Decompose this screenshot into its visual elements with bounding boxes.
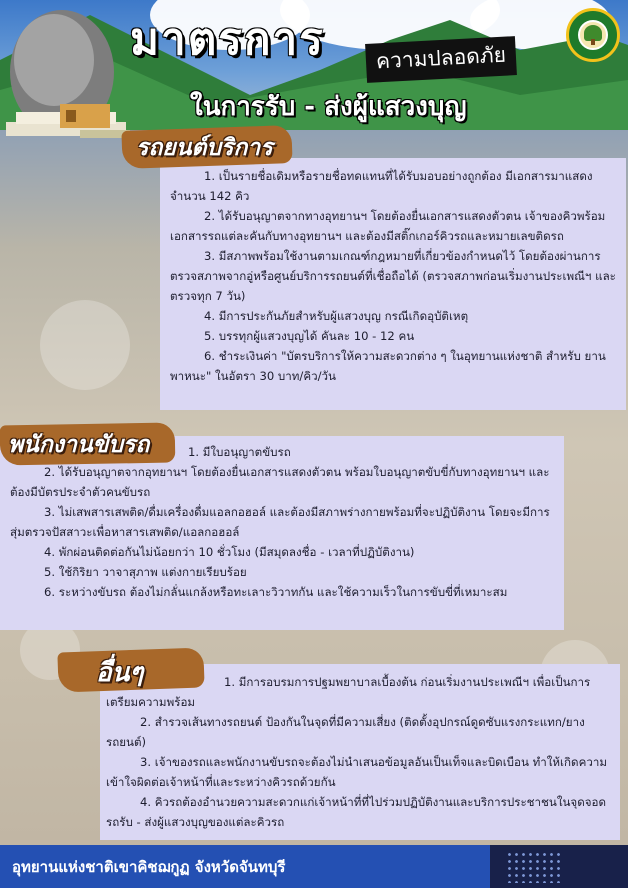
other-panel — [100, 664, 620, 840]
list-item: 6. ระหว่างขับรถ ต้องไม่กลั่นแกล้งหรือทะเลาะวิวาทกัน และใช้ความเร็วในการขับขี่ที่เหมาะสม — [44, 585, 508, 599]
list-item: 1. มีใบอนุญาตขับรถ — [188, 445, 291, 459]
sacred-rock-icon — [0, 0, 140, 170]
sand-texture — [40, 300, 130, 390]
list-item: 2. ได้รับอนุญาตจากทางอุทยานฯ โดยต้องยื่นเอกสารแสดงตัวตน เจ้าของคิวพร้อมเอกสารรถแต่ละคันกับทางอุทยานฯ และต้องมีสติ๊กเกอร์คิวรถและหมายเลขติดรถ — [170, 209, 606, 243]
list-item: 3. มีสภาพพร้อมใช้งานตามเกณฑ์กฎหมายที่เกี่ยวข้องกำหนดไว้ โดยต้องผ่านการตรวจสภาพจากอู่หรือศูนย์บริการรถยนต์ที่เชื่อถือได้ (ตรวจสภาพก่อนเริ่มงานประเพณีฯ และตรวจทุก 7 วัน) — [170, 249, 616, 303]
title-tag: ความปลอดภัย — [365, 36, 517, 83]
tree-trunk — [591, 39, 595, 45]
list-item: 6. ชำระเงินค่า "บัตรบริการให้ความสะดวกต่าง ๆ ในอุทยานแห่งชาติ สำหรับ ยานพาหนะ" ในอัตรา 30 บาท/คิว/วัน — [170, 349, 606, 383]
driver-panel — [0, 436, 564, 630]
dot-pattern — [506, 851, 564, 883]
vehicle-panel — [160, 158, 626, 410]
list-item: 4. มีการประกันภัยสำหรับผู้แสวงบุญ กรณีเกิดอุบัติเหตุ — [204, 309, 469, 323]
list-item: 1. มีการอบรมการปฐมพยาบาลเบื้องต้น ก่อนเริ่มงานประเพณีฯ เพื่อเป็นการเตรียมความพร้อม — [106, 675, 591, 709]
list-item: 3. ไม่เสพสารเสพติด/ดื่มเครื่องดื่มแอลกอฮอล์ และต้องมีสภาพร่างกายพร้อมที่จะปฏิบัติงาน โดยจะมีการสุ่มตรวจปัสสาวะเพื่อหาสารเสพติด/แอลกอฮอล์ — [10, 505, 550, 539]
park-emblem-icon — [566, 8, 620, 62]
list-item: 4. พักผ่อนติดต่อกันไม่น้อยกว่า 10 ชั่วโมง (มีสมุดลงชื่อ - เวลาที่ปฏิบัติงาน) — [44, 545, 415, 559]
list-item: 5. บรรทุกผู้แสวงบุญได้ คันละ 10 - 12 คน — [204, 329, 415, 343]
footer-text: อุทยานแห่งชาติเขาคิชฌกูฏ จังหวัดจันทบุรี — [12, 858, 286, 876]
section-label-vehicle: รถยนต์บริการ — [136, 134, 273, 161]
list-item: 3. เจ้าของรถและพนักงานขับรถจะต้องไม่นำเสนอข้อมูลอันเป็นเท็จและบิดเบือน ทำให้เกิดความเข้าใจผิดต่อเจ้าหน้าที่และระหว่างคิวรถด้วยกัน — [106, 755, 607, 789]
list-item: 5. ใช้กิริยา วาจาสุภาพ แต่งกายเรียบร้อย — [44, 565, 247, 579]
section-label-driver: พนักงานขับรถ — [8, 431, 150, 458]
list-item: 2. สำรวจเส้นทางรถยนต์ ป้องกันในจุดที่มีความเสี่ยง (ติดตั้งอุปกรณ์ดูดซับแรงกระแทก/ยางรถยนต์) — [106, 715, 585, 749]
page-title: มาตรการ — [130, 14, 325, 65]
section-label-other: อื่นๆ — [96, 658, 144, 688]
list-item: 4. คิวรถต้องอำนวยความสะดวกแก่เจ้าหน้าที่ที่ไปร่วมปฏิบัติงานและบริการประชาชนในจุดจอดรถรับ - ส่งผู้แสวงบุญของแต่ละคิวรถ — [106, 795, 607, 829]
list-item: 1. เป็นรายชื่อเดิมหรือรายชื่อทดแทนที่ได้รับมอบอย่างถูกต้อง มีเอกสารมาแสดง จำนวน 142 คิว — [170, 169, 593, 203]
list-item: 2. ได้รับอนุญาตจากอุทยานฯ โดยต้องยื่นเอกสารแสดงตัวตน พร้อมใบอนุญาตขับขี่กับทางอุทยานฯ และต้องมีบัตรประจำตัวคนขับรถ — [10, 465, 550, 499]
page-subtitle: ในการรับ - ส่งผู้แสวงบุญ — [190, 92, 467, 122]
